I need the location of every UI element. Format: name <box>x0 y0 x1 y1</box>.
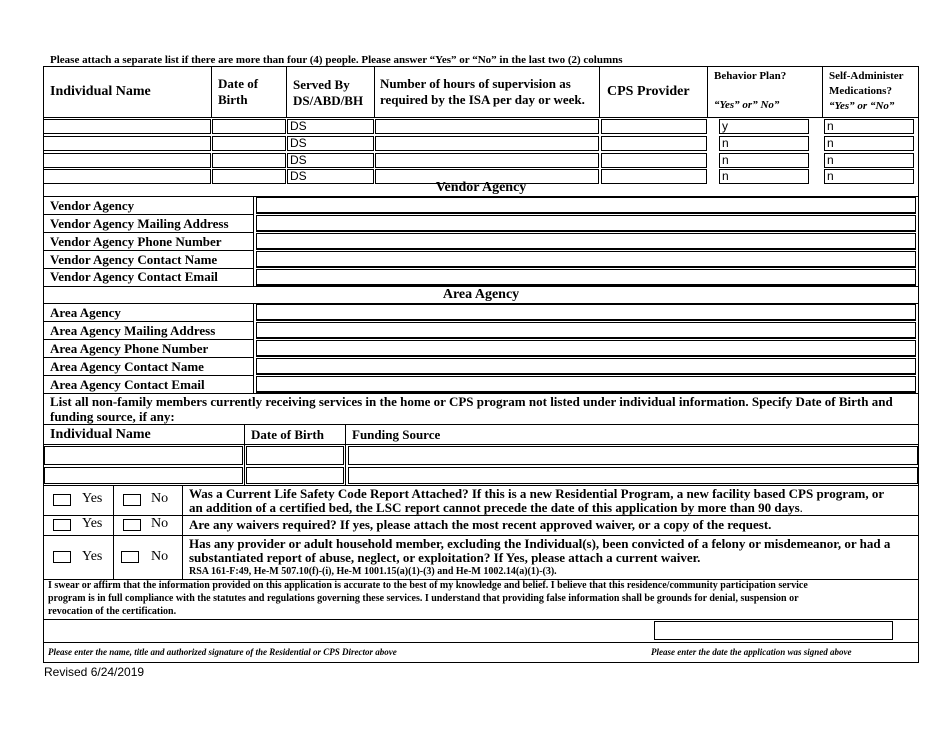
area-contact-name-label: Area Agency Contact Name <box>50 359 204 374</box>
row-3-name-input[interactable] <box>43 153 211 168</box>
affirmation-line2: program is in full compliance with the statutes and regulations governing these services. I understand that providing false information shall be grounds for denial, suspension or <box>48 593 799 604</box>
header-self-administer-hint: “Yes” or “No” <box>829 100 895 112</box>
vendor-agency-input[interactable] <box>256 197 916 214</box>
row-4-self-administer-input[interactable]: n <box>824 169 914 184</box>
row-3-dob-input[interactable] <box>212 153 286 168</box>
q3-text-line2: substantiated report of abuse, neglect, or exploitation? If Yes, please attach a current waiver. <box>189 550 701 565</box>
q3-no-checkbox[interactable] <box>121 551 139 563</box>
vendor-contact-email-input[interactable] <box>256 269 916 286</box>
row-2-behavior-plan-input[interactable]: n <box>719 136 809 151</box>
non-family-header-name: Individual Name <box>50 427 151 442</box>
q1-no-checkbox[interactable] <box>123 494 141 506</box>
row-2-name-input[interactable] <box>43 136 211 151</box>
vendor-phone-input[interactable] <box>256 233 916 250</box>
area-mailing-address-label: Area Agency Mailing Address <box>50 323 216 338</box>
area-mailing-address-input[interactable] <box>256 322 916 339</box>
signature-name-note: Please enter the name, title and authorized signature of the Residential or CPS Director above <box>48 647 397 657</box>
q2-no-label: No <box>151 516 169 531</box>
area-agency-input[interactable] <box>256 304 916 321</box>
header-self-administer: Self-Administer Medications? <box>829 70 904 97</box>
header-date-of-birth: Date of Birth <box>218 76 259 107</box>
q3-rsa-reference: RSA 161-F:49, He-M 507.10(f)-(i), He-M 1001.15(a)(1)-(3) and He-M 1002.14(a)(1)-(3). <box>189 566 557 577</box>
row-2-cps-input[interactable] <box>601 136 707 151</box>
q1-yes-checkbox[interactable] <box>53 494 71 506</box>
vendor-mailing-address-input[interactable] <box>256 215 916 232</box>
q1-no-label: No <box>151 491 169 506</box>
non-family-header-funding: Funding Source <box>352 427 441 442</box>
header-hours: Number of hours of supervision as required by the ISA per day or week. <box>380 76 585 107</box>
non-family-row-1-funding-input[interactable] <box>348 446 918 465</box>
q3-yes-label: Yes <box>82 549 103 564</box>
area-agency-label: Area Agency <box>50 305 121 320</box>
vendor-contact-email-label: Vendor Agency Contact Email <box>50 269 218 284</box>
row-2-served-by-input[interactable]: DS <box>287 136 374 151</box>
row-1-hours-input[interactable] <box>375 119 599 134</box>
vendor-contact-name-input[interactable] <box>256 251 916 268</box>
signature-date-input[interactable] <box>654 621 893 640</box>
non-family-row-2-dob-input[interactable] <box>246 467 344 484</box>
revised-date: Revised 6/24/2019 <box>44 665 145 679</box>
area-contact-email-input[interactable] <box>256 376 916 393</box>
q1-text-line2 <box>189 500 803 516</box>
row-2-self-administer-input[interactable]: n <box>824 136 914 151</box>
affirmation-line3: revocation of the certification. <box>48 606 177 617</box>
header-behavior-plan: Behavior Plan? <box>714 70 787 82</box>
instructions-text: Please attach a separate list if there are more than four (4) people. Please answer “Yes” or “No” in the last two (2) columns <box>50 54 623 66</box>
row-1-cps-input[interactable] <box>601 119 707 134</box>
vendor-phone-label: Vendor Agency Phone Number <box>50 234 222 249</box>
row-1-self-administer-input[interactable]: n <box>824 119 914 134</box>
q1-text-line1: Was a Current Life Safety Code Report Attached? If this is a new Residential Program, a new facility based CPS program, or <box>189 486 885 501</box>
vendor-agency-label: Vendor Agency <box>50 198 135 213</box>
row-4-served-by-input[interactable]: DS <box>287 169 374 184</box>
non-family-header-dob: Date of Birth <box>251 427 324 442</box>
q1-text-line2-main: an addition of a certified bed, the LSC report cannot precede the date of this application by more than 90 days <box>189 500 800 515</box>
non-family-row-1-dob-input[interactable] <box>246 446 344 465</box>
vendor-mailing-address-label: Vendor Agency Mailing Address <box>50 216 229 231</box>
vendor-agency-title: Vendor Agency <box>435 180 527 195</box>
q3-yes-checkbox[interactable] <box>53 551 71 563</box>
area-contact-name-input[interactable] <box>256 358 916 375</box>
area-phone-label: Area Agency Phone Number <box>50 341 209 356</box>
header-individual-name: Individual Name <box>50 84 151 99</box>
q2-no-checkbox[interactable] <box>123 519 141 531</box>
q2-yes-checkbox[interactable] <box>53 519 71 531</box>
header-behavior-plan-hint: “Yes” or” No” <box>714 99 780 111</box>
area-phone-input[interactable] <box>256 340 916 357</box>
q1-text-line2-period: . <box>799 500 803 515</box>
row-2-hours-input[interactable] <box>375 136 599 151</box>
non-family-row-1-name-input[interactable] <box>44 446 243 465</box>
q2-yes-label: Yes <box>82 516 103 531</box>
signature-date-note: Please enter the date the application was signed above <box>651 647 852 657</box>
row-3-self-administer-input[interactable]: n <box>824 153 914 168</box>
affirmation-line1: I swear or affirm that the information provided on this application is accurate to the best of my knowledge and belief. I believe that this residence/community participation service <box>48 580 808 591</box>
row-1-behavior-plan-input[interactable]: y <box>719 119 809 134</box>
q1-yes-label: Yes <box>82 491 103 506</box>
non-family-instructions: List all non-family members currently receiving services in the home or CPS program not listed under individual information. Specify Date of Birth and funding source, if any: <box>50 394 893 424</box>
non-family-row-2-name-input[interactable] <box>44 467 243 484</box>
q3-text-line1: Has any provider or adult household member, excluding the Individual(s), been convicted of a felony or misdemeanor, or had a <box>189 536 891 551</box>
row-3-cps-input[interactable] <box>601 153 707 168</box>
row-3-behavior-plan-input[interactable]: n <box>719 153 809 168</box>
header-cps-provider: CPS Provider <box>607 84 690 99</box>
row-1-name-input[interactable] <box>43 119 211 134</box>
row-1-dob-input[interactable] <box>212 119 286 134</box>
row-3-served-by-input[interactable]: DS <box>287 153 374 168</box>
vendor-contact-name-label: Vendor Agency Contact Name <box>50 252 218 267</box>
non-family-row-2-funding-input[interactable] <box>348 467 918 484</box>
row-4-behavior-plan-input[interactable]: n <box>719 169 809 184</box>
header-served-by: Served By DS/ABD/BH <box>293 77 364 108</box>
q2-text: Are any waivers required? If yes, please attach the most recent approved waiver, or a copy of the request. <box>189 517 772 532</box>
row-1-served-by-input[interactable]: DS <box>287 119 374 134</box>
area-agency-title: Area Agency <box>442 287 520 302</box>
area-contact-email-label: Area Agency Contact Email <box>50 377 205 392</box>
row-3-hours-input[interactable] <box>375 153 599 168</box>
row-2-dob-input[interactable] <box>212 136 286 151</box>
q3-no-label: No <box>151 549 169 564</box>
